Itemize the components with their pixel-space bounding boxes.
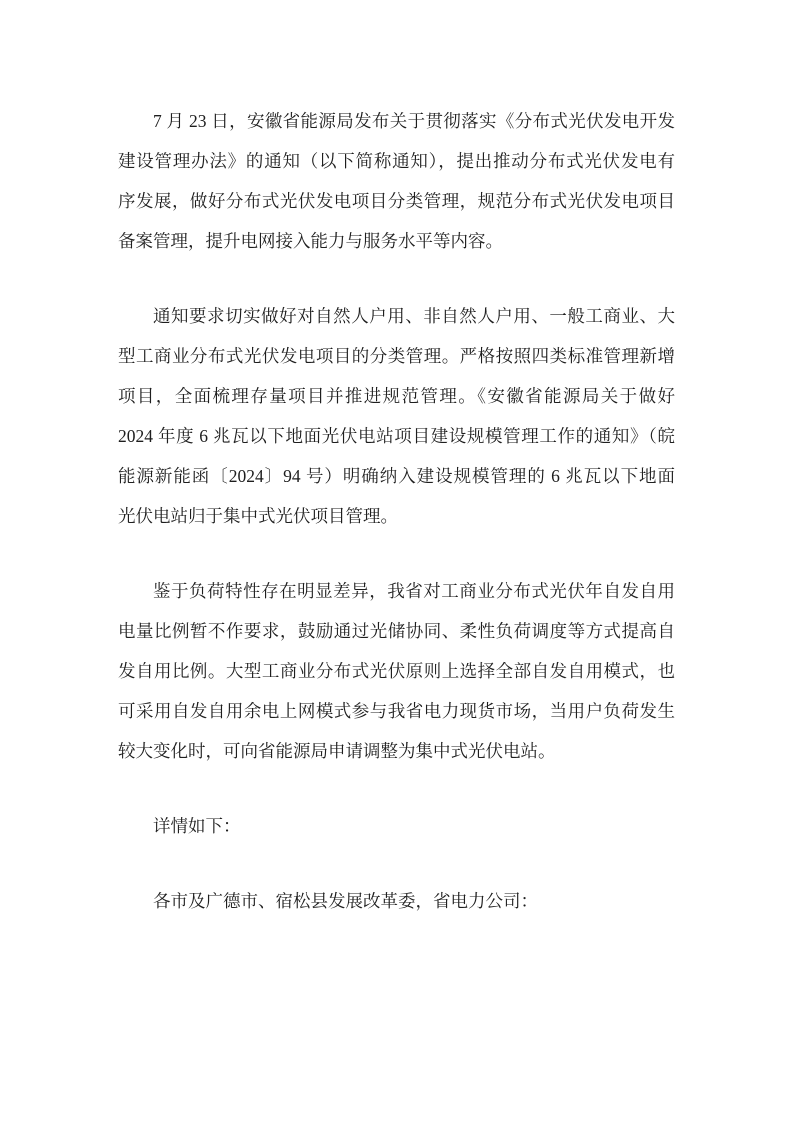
text-line: 详情如下：: [153, 816, 241, 836]
text-line: 电量比例暂不作要求，鼓励通过光储协同、柔性负荷调度等方式提高自: [118, 621, 675, 641]
text-line: 通知要求切实做好对自然人户用、非自然人户用、一般工商业、大: [153, 306, 675, 326]
text-line: 可采用自发自用余电上网模式参与我省电力现货市场，当用户负荷发生: [118, 701, 675, 721]
paragraph: [118, 806, 675, 846]
text-line: 项目，全面梳理存量项目并推进规范管理。《安徽省能源局关于做好: [118, 386, 675, 406]
text-line: 型工商业分布式光伏发电项目的分类管理。严格按照四类标准管理新增: [118, 346, 675, 366]
text-line: 2024 年度 6 兆瓦以下地面光伏电站项目建设规模管理工作的通知》（皖: [118, 426, 675, 446]
paragraph: [118, 571, 675, 771]
text-line: 各市及广德市、宿松县发展改革委，省电力公司：: [153, 891, 538, 911]
paragraph: [118, 296, 675, 536]
text-line: 建设管理办法》的通知（以下简称通知），提出推动分布式光伏发电有: [118, 151, 675, 171]
text-line: 较大变化时，可向省能源局申请调整为集中式光伏电站。: [118, 741, 556, 761]
text-line: 光伏电站归于集中式光伏项目管理。: [118, 506, 398, 526]
text-line: 序发展，做好分布式光伏发电项目分类管理，规范分布式光伏发电项目: [118, 191, 675, 211]
text-line: 7 月 23 日，安徽省能源局发布关于贯彻落实《分布式光伏发电开发: [153, 111, 675, 131]
text-line: 发自用比例。大型工商业分布式光伏原则上选择全部自发自用模式，也: [118, 661, 675, 681]
text-line: 能源新能函〔2024〕94 号）明确纳入建设规模管理的 6 兆瓦以下地面: [118, 466, 675, 486]
text-line: 鉴于负荷特性存在明显差异，我省对工商业分布式光伏年自发自用: [153, 581, 675, 601]
text-line: 备案管理，提升电网接入能力与服务水平等内容。: [118, 231, 503, 251]
paragraph: [118, 881, 675, 921]
paragraph: [118, 101, 675, 261]
